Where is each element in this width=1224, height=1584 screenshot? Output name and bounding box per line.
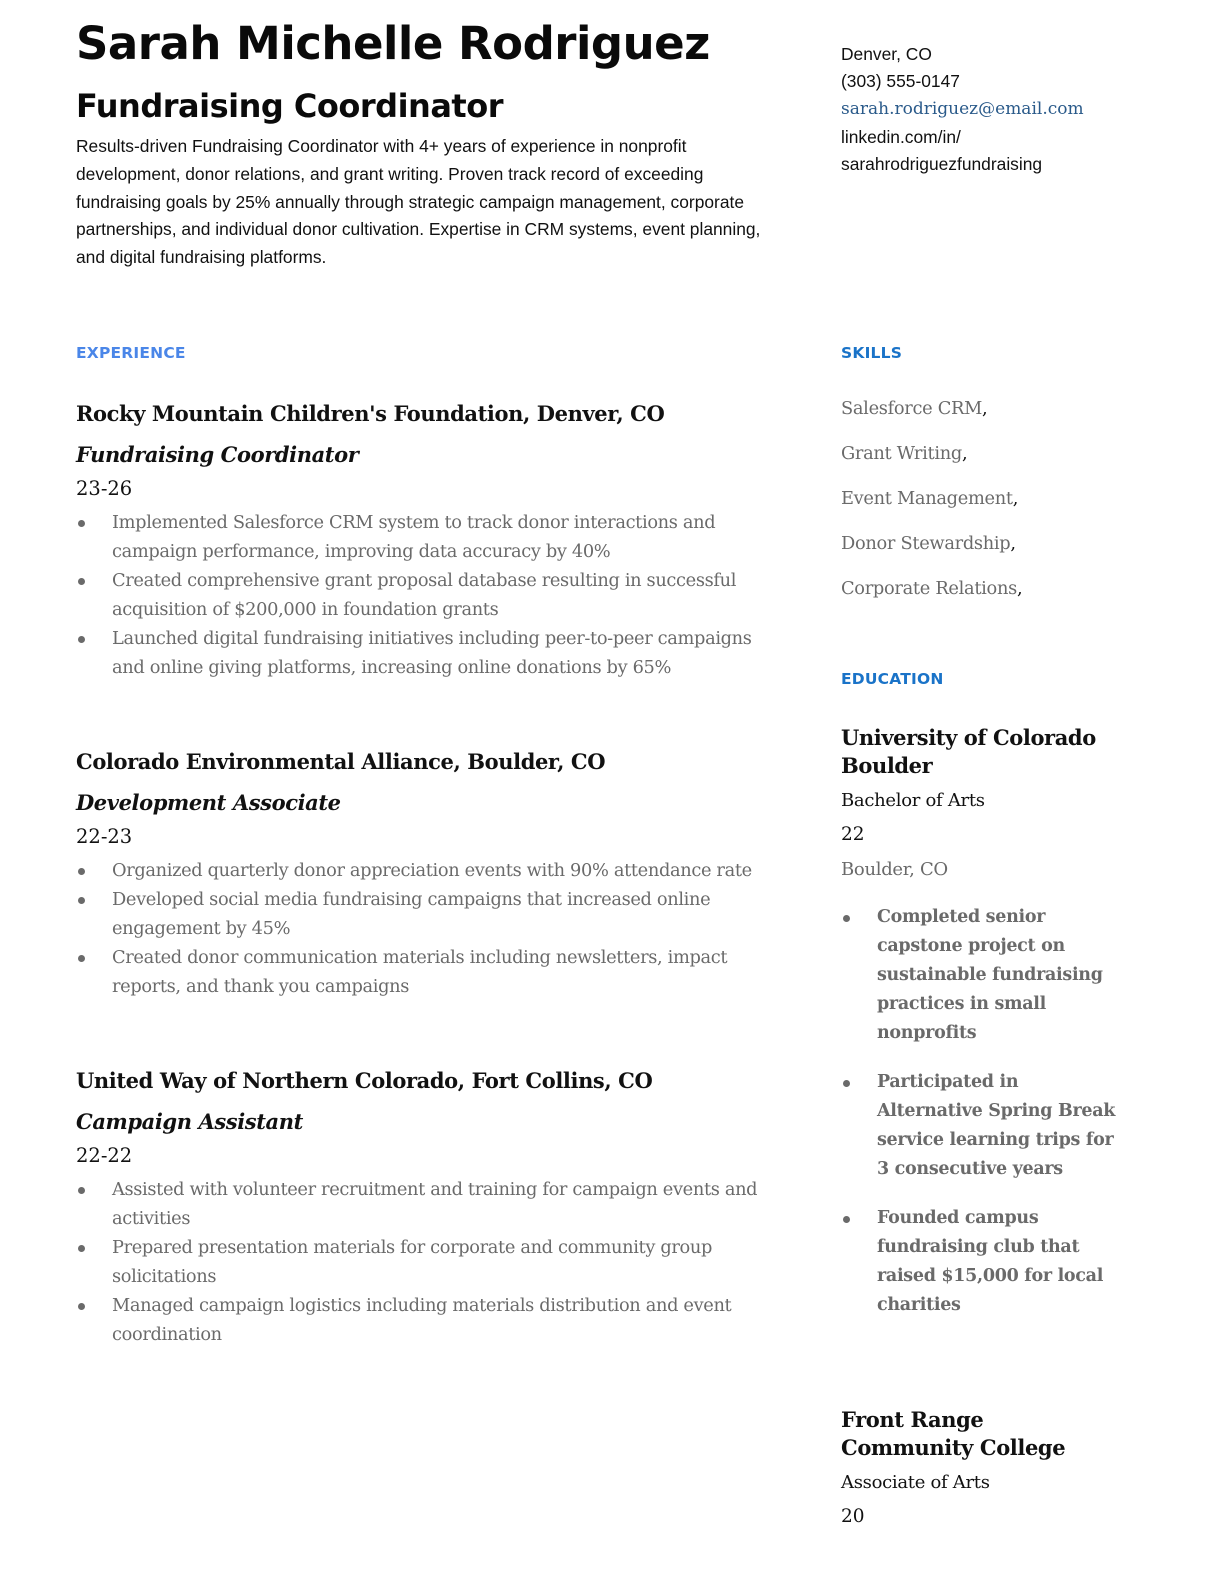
job-bullet: Created comprehensive grant proposal database resulting in successful acquisition of $200,000 in foundation grants <box>76 566 776 624</box>
job-bullet: Assisted with volunteer recruitment and training for campaign events and activities <box>76 1175 776 1233</box>
bullet-icon <box>78 520 85 527</box>
job-bullet: Prepared presentation materials for corporate and community group solicitations <box>76 1233 776 1291</box>
bullet-icon <box>78 1245 85 1252</box>
education-bullet: Participated in Alternative Spring Break service learning trips for 3 consecutive years <box>841 1068 1121 1184</box>
bullet-icon <box>843 915 850 922</box>
contact-location: Denver, CO <box>841 44 932 64</box>
skill-item: Salesforce CRM, <box>841 398 988 419</box>
job-dates: 23-26 <box>76 477 133 500</box>
education-entry <box>841 724 1121 1340</box>
contact-linkedin-line1: linkedin.com/in/ <box>841 126 961 147</box>
skill-item: Donor Stewardship, <box>841 533 1016 554</box>
bullet-icon <box>843 1216 850 1223</box>
job-bullet: Launched digital fundraising initiatives including peer-to-peer campaigns and online giving platforms, increasing online donations by 65% <box>76 624 776 682</box>
employer-name: United Way of Northern Colorado, Fort Collins, CO <box>76 1068 653 1093</box>
skills-list <box>841 394 1141 619</box>
skill-item: Corporate Relations, <box>841 578 1023 599</box>
degree: Associate of Arts <box>841 1472 990 1493</box>
job-dates: 22-22 <box>76 1144 133 1167</box>
job-bullet: Organized quarterly donor appreciation events with 90% attendance rate <box>76 856 776 885</box>
job-dates: 22-23 <box>76 825 133 848</box>
graduation-year: 20 <box>841 1506 865 1527</box>
job-bullet: Created donor communication materials including newsletters, impact reports, and thank you campaigns <box>76 943 776 1001</box>
professional-summary: Results-driven Fundraising Coordinator with 4+ years of experience in nonprofit development, donor relations, and grant writing. Proven track record of exceeding fundraising goals by 25% annually through strategic campaign management, corporate partnerships, and individual donor cultivation. Expertise in CRM systems, event planning, and digital fundraising platforms. <box>76 136 761 268</box>
employer-name: Colorado Environmental Alliance, Boulder, CO <box>76 749 606 774</box>
bullet-icon <box>78 1187 85 1194</box>
experience-entry <box>76 1066 776 1349</box>
education-section-header: EDUCATION <box>841 670 944 688</box>
bullet-icon <box>78 578 85 585</box>
bullet-icon <box>78 636 85 643</box>
bullet-icon <box>78 897 85 904</box>
candidate-name: Sarah Michelle Rodriguez <box>76 17 710 70</box>
graduation-year: 22 <box>841 824 865 845</box>
job-bullet: Implemented Salesforce CRM system to track donor interactions and campaign performance, improving data accuracy by 40% <box>76 508 776 566</box>
contact-email-link[interactable]: sarah.rodriguez@email.com <box>841 99 1084 120</box>
job-title: Fundraising Coordinator <box>76 442 359 467</box>
education-bullet: Completed senior capstone project on sustainable fundraising practices in small nonprofits <box>841 903 1121 1048</box>
education-bullets <box>841 903 1121 1320</box>
contact-info <box>841 41 1131 178</box>
contact-linkedin-line2: sarahrodriguezfundraising <box>841 153 1043 174</box>
contact-phone: (303) 555-0147 <box>841 71 960 92</box>
bullet-icon <box>78 955 85 962</box>
school-name: Front Range Community College <box>841 1407 1066 1460</box>
bullet-icon <box>78 868 85 875</box>
bullet-icon <box>843 1080 850 1087</box>
candidate-title: Fundraising Coordinator <box>76 87 503 125</box>
skill-item: Grant Writing, <box>841 443 968 464</box>
school-name: University of Colorado Boulder <box>841 725 1096 778</box>
employer-name: Rocky Mountain Children's Foundation, Denver, CO <box>76 401 665 426</box>
job-bullets <box>76 856 776 1001</box>
skill-item: Event Management, <box>841 488 1019 509</box>
job-bullet: Developed social media fundraising campaigns that increased online engagement by 45% <box>76 885 776 943</box>
job-title: Campaign Assistant <box>76 1109 303 1134</box>
job-bullets <box>76 1175 776 1349</box>
job-bullet: Managed campaign logistics including materials distribution and event coordination <box>76 1291 776 1349</box>
education-bullet: Founded campus fundraising club that raised $15,000 for local charities <box>841 1204 1121 1320</box>
education-entry <box>841 1406 1121 1530</box>
school-location: Boulder, CO <box>841 859 948 880</box>
experience-entry <box>76 747 776 1001</box>
skills-section-header: SKILLS <box>841 344 903 362</box>
experience-section-header: EXPERIENCE <box>76 344 186 362</box>
bullet-icon <box>78 1303 85 1310</box>
experience-entry <box>76 399 776 682</box>
degree: Bachelor of Arts <box>841 790 985 811</box>
job-title: Development Associate <box>76 790 341 815</box>
job-bullets <box>76 508 776 682</box>
